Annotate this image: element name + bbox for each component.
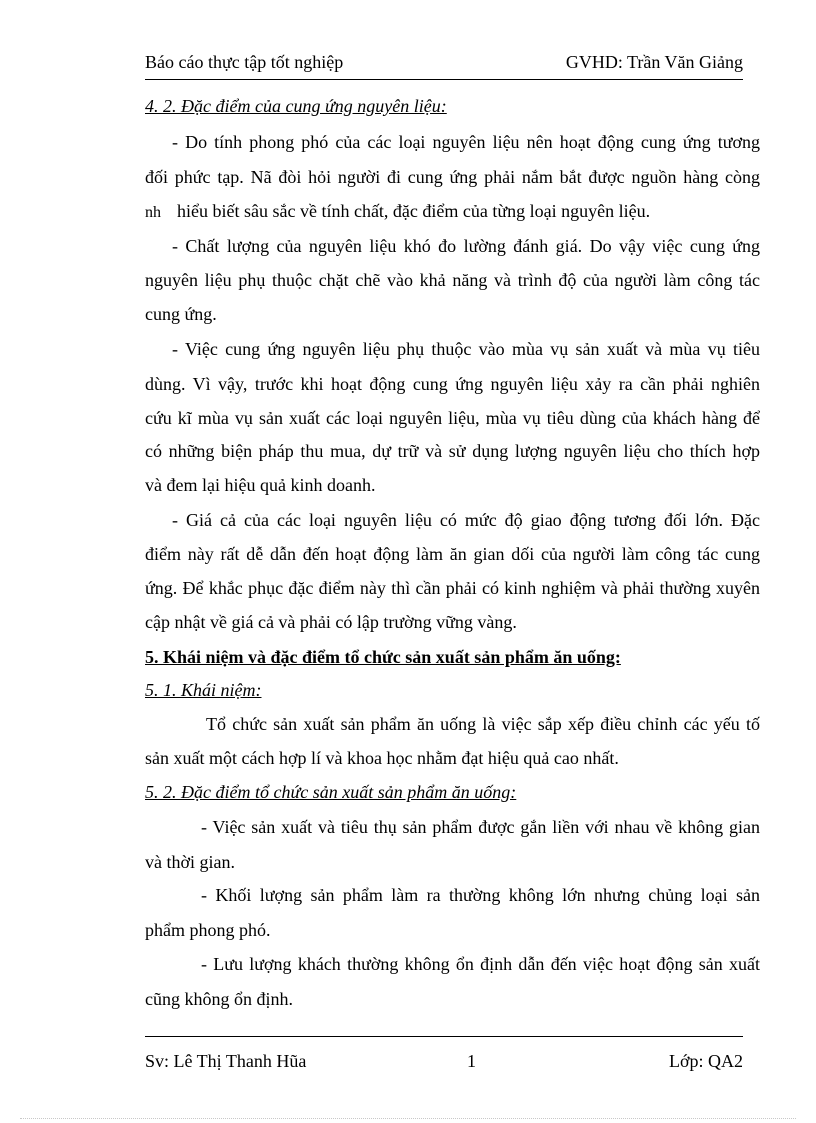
paragraph-line: - Giá cả của các loại nguyên liệu có mức độ giao động tương đối lớn. Đặc: [172, 510, 760, 530]
paragraph-line: có những biện pháp thu mua, dự trữ và sử dụng lượng nguyên liệu cho thích hợp: [145, 441, 760, 461]
section-heading-5: 5. Khái niệm và đặc điểm tổ chức sản xuất sản phẩm ăn uống:: [145, 647, 621, 667]
paragraph-line: cứu kĩ mùa vụ sản xuất các loại nguyên liệu, mùa vụ tiêu dùng của khách hàng để: [145, 408, 760, 428]
paragraph-line: - Việc cung ứng nguyên liệu phụ thuộc vào mùa vụ sản xuất và mùa vụ tiêu: [172, 339, 760, 359]
paragraph-line: phẩm phong phó.: [145, 920, 271, 940]
subheading-4-2: 4. 2. Đặc điểm của cung ứng nguyên liệu:: [145, 96, 447, 116]
paragraph-line: hiểu biết sâu sắc về tính chất, đặc điểm của từng loại nguyên liệu.: [177, 201, 651, 221]
footer-class: Lớp: QA2: [668, 1051, 743, 1071]
paragraph-line: sản xuất một cách hợp lí và khoa học nhằm đạt hiệu quả cao nhất.: [145, 748, 619, 768]
paragraph-line: Tổ chức sản xuất sản phẩm ăn uống là việc sắp xếp điều chỉnh các yếu tố: [206, 714, 760, 734]
paragraph-line: đối phức tạp. Nã đòi hỏi người đi cung ứng phải nắm bắt được nguồn hàng còng: [145, 167, 760, 187]
paragraph-line: cập nhật về giá cả và phải có lập trường vững vàng.: [145, 612, 517, 632]
paragraph-line: cung ứng.: [145, 304, 217, 324]
paragraph-line: và đem lại hiệu quả kinh doanh.: [145, 475, 376, 495]
header-supervisor: GVHD: Trần Văn Giảng: [565, 52, 743, 72]
page-header: [145, 52, 743, 80]
paragraph-line: ứng. Để khắc phục đặc điểm này thì cần phải có kinh nghiệm và phải thường xuyên: [145, 578, 760, 598]
header-report-title: Báo cáo thực tập tốt nghiệp: [145, 52, 344, 72]
subheading-5-2: 5. 2. Đặc điểm tổ chức sản xuất sản phẩm ăn uống:: [145, 782, 517, 802]
paragraph-line: - Do tính phong phó của các loại nguyên liệu nên hoạt động cung ứng tương: [172, 132, 760, 152]
paragraph-line: và thời gian.: [145, 852, 235, 872]
paragraph-line: cũng không ổn định.: [145, 989, 293, 1009]
page-bottom-edge: [20, 1118, 796, 1119]
paragraph-line: điểm này rất dễ dẫn đến hoạt động làm ăn gian dối của người làm công tác cung: [145, 544, 760, 564]
footer-student: Sv: Lê Thị Thanh Hũa: [145, 1051, 307, 1071]
subheading-5-1: 5. 1. Khái niệm:: [145, 680, 262, 700]
paragraph-line-fragment: nh: [145, 204, 161, 221]
paragraph-line: nguyên liệu phụ thuộc chặt chẽ vào khả năng và trình độ của người làm công tác: [145, 270, 760, 290]
footer-divider: [145, 1036, 743, 1037]
paragraph-line: dùng. Vì vậy, trước khi hoạt động cung ứng nguyên liệu xảy ra cần phải nghiên: [145, 374, 760, 394]
paragraph-line: - Khối lượng sản phẩm làm ra thường không lớn nhưng chủng loại sản: [201, 885, 760, 905]
paragraph-line: - Việc sản xuất và tiêu thụ sản phẩm được gắn liền với nhau về không gian: [201, 817, 760, 837]
paragraph-line: - Lưu lượng khách thường không ổn định dẫn đến việc hoạt động sản xuất: [201, 954, 760, 974]
page-number: 1: [467, 1051, 476, 1071]
paragraph-line: - Chất lượng của nguyên liệu khó đo lường đánh giá. Do vậy việc cung ứng: [172, 236, 760, 256]
